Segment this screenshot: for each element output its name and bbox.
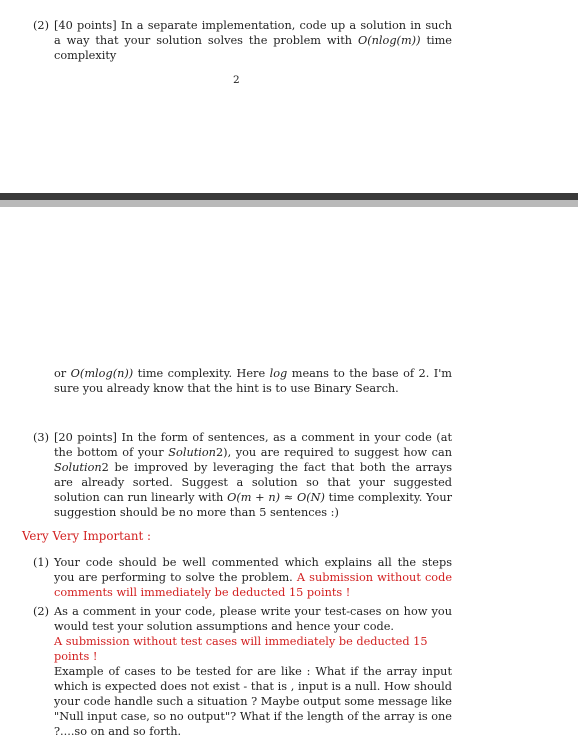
item-3-solution-1-num: 2	[215, 446, 224, 459]
continuation-math: O(mlog(n))	[70, 367, 134, 380]
item-3-text	[54, 430, 452, 520]
item-3-points: [20 points]	[54, 431, 117, 444]
important-item-2-label: (2)	[33, 605, 50, 618]
important-item-1-label: (1)	[33, 556, 50, 569]
item-3-label: (3)	[33, 431, 50, 444]
important-item-2-body: As a comment in your code, please write your test-cases on how you would test your solution assumptions and hence your code.	[54, 605, 452, 633]
item-2-text-b: time complexity	[54, 34, 452, 62]
important-heading: Very Very Important :	[22, 529, 151, 543]
item-3-solution-1: Solution	[168, 446, 216, 459]
item-3-solution-2: Solution	[54, 461, 102, 474]
item-3-text-b: ), you are required to suggest how can	[223, 446, 452, 459]
continuation-log-word: log	[269, 367, 288, 380]
continuation-text-b: time complexity. Here	[137, 367, 266, 380]
continuation-text-a: or	[54, 367, 67, 380]
important-item-1-warning: A submission without code comments will immediately be deducted 15 points !	[54, 571, 453, 599]
item-2-label: (2)	[33, 19, 50, 32]
page-divider-light	[0, 200, 578, 207]
item-3-math: O(m + n) ≈ O(N)	[227, 491, 325, 504]
important-item-1-text	[54, 555, 452, 600]
item-2-points: [40 points]	[54, 19, 117, 32]
important-item-2-warning: A submission without test cases will immediately be deducted 15 points !	[54, 635, 428, 663]
item-2-text	[54, 18, 452, 63]
continuation-text-c: means to the base of 2. I'm sure you already know that the hint is to use Binary Search.	[54, 367, 453, 395]
item-3-text-a: In the form of sentences, as a comment in your code (at the bottom of your	[54, 431, 452, 459]
important-item-2-text	[54, 604, 452, 739]
item-3-text-c: be improved by leveraging the fact that both the arrays are already sorted. Suggest a solution so that your suggested solution can run linearly with	[54, 461, 452, 504]
item-2-text-a: In a separate implementation, code up a solution in such a way that your solution solves the problem with	[54, 19, 453, 47]
important-item-2-examples: Example of cases to be tested for are like : What if the array input which is expected does not exist - that is , input is a null. How should your code handle such a situation ? Maybe output some message like "Null input case, so no output"? What if the length of the array is one ?....so on and so forth.	[54, 665, 452, 738]
item-3-text-d: time complexity. Your suggestion should be no more than 5 sentences :)	[54, 491, 452, 519]
item-3-solution-2-num: 2	[101, 461, 109, 474]
continuation-text	[54, 366, 452, 396]
page-number: 2	[233, 74, 240, 86]
important-item-1-body: Your code should be well commented which explains all the steps you are performing to solve the problem.	[54, 556, 452, 584]
page-divider-dark	[0, 193, 578, 200]
item-2-math: O(nlog(m))	[357, 34, 421, 47]
